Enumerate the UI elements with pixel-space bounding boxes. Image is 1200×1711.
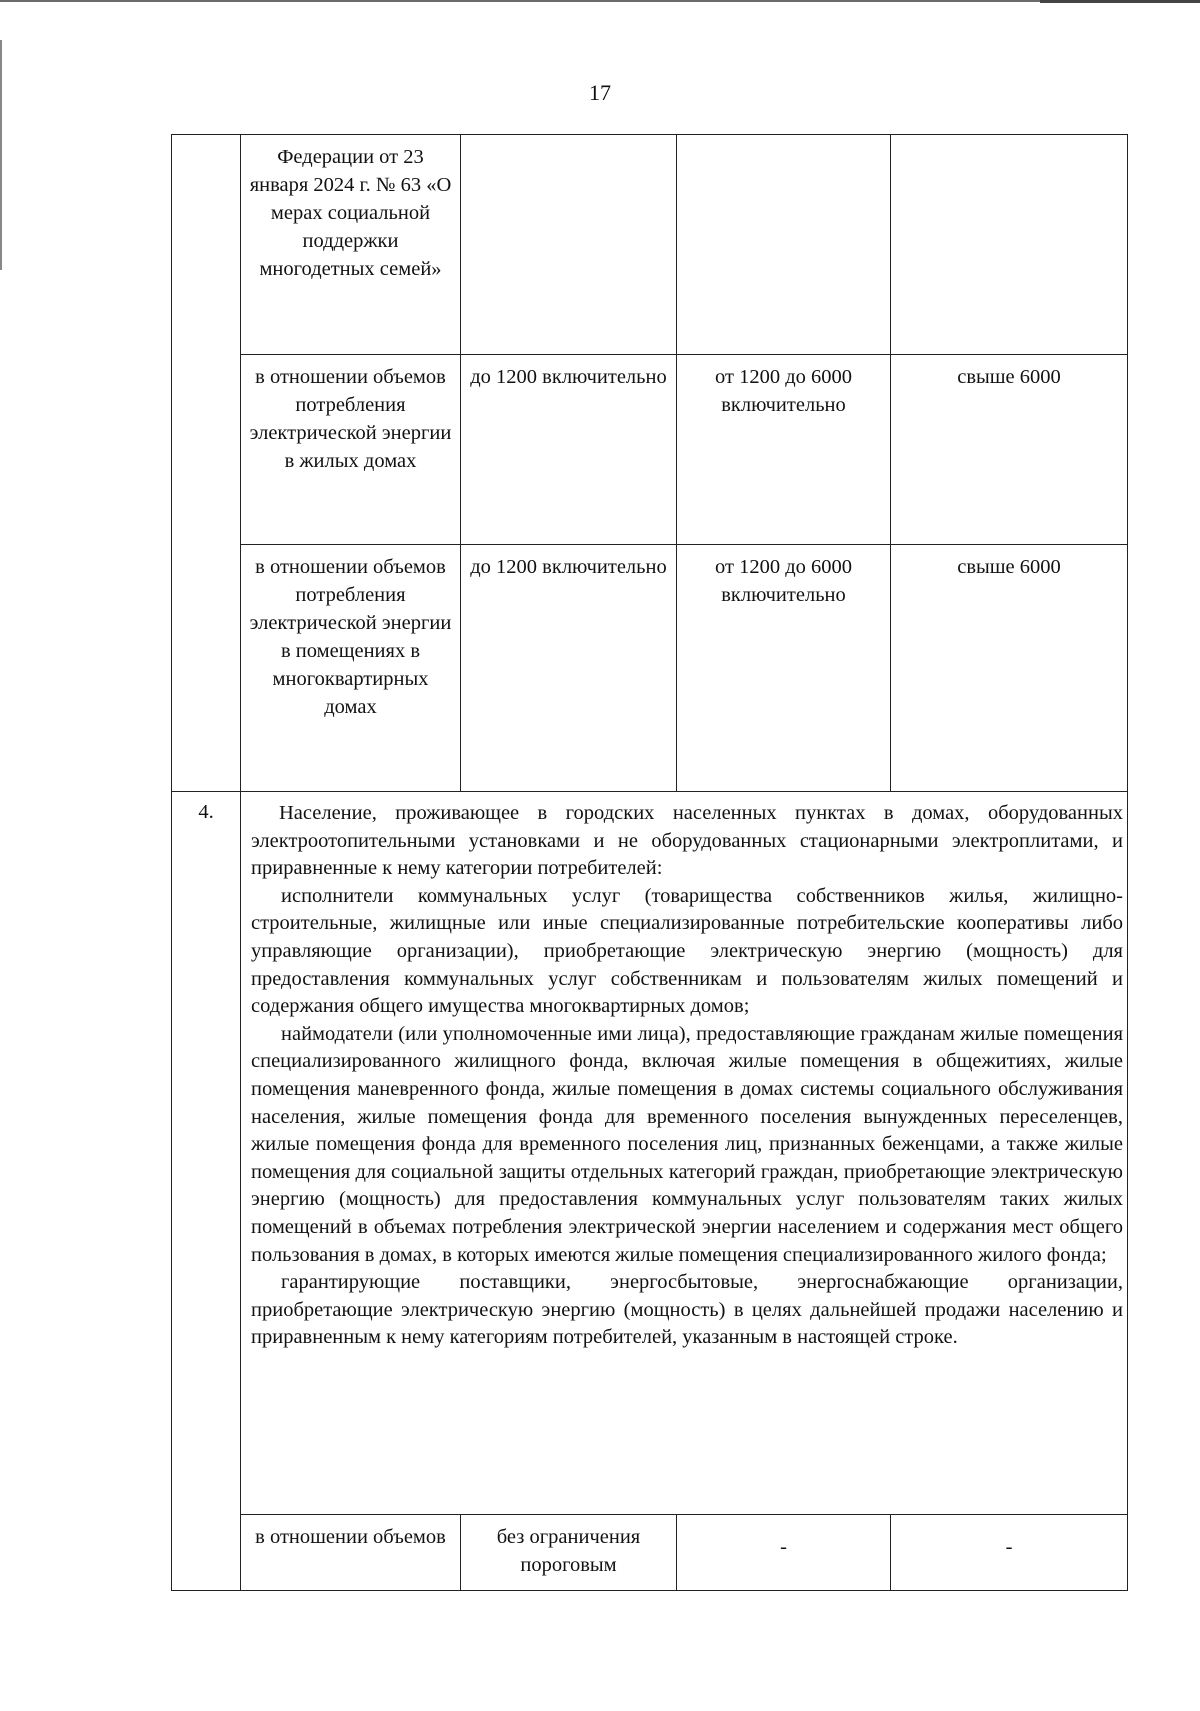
value-cell xyxy=(891,545,1128,792)
value-col3 xyxy=(891,135,1127,149)
scan-edge-mark xyxy=(1040,0,1200,3)
value-cell xyxy=(677,545,891,792)
value-col1 xyxy=(461,135,676,149)
paragraph: Население, проживающее в городских населенных пунктах в домах, оборудованных электроотопительными установками и не оборудованных стационарными электроплитами, и приравненные к нему категории потребителей: xyxy=(251,802,1123,880)
row-description xyxy=(241,792,1127,1356)
value-col1: до 1200 включительно xyxy=(470,556,667,578)
paragraph: исполнители коммунальных услуг (товарищества собственников жилья, жилищно-строительные, жилищные или иные специализированные потребительские кооперативы либо управляющие организации), приобретающие электрическую энергию (мощность) для предоставления коммунальных услуг собственникам и пользователям жилых помещений и содержания общего имущества многоквартирных домов; xyxy=(251,884,1123,1018)
row-label: в отношении объемов потребления электрической энергии в жилых домах xyxy=(249,366,452,472)
row-label-cell xyxy=(241,135,461,355)
value-cell xyxy=(461,545,677,792)
row-description-cell xyxy=(241,792,1128,1515)
value-col2: - xyxy=(780,1536,787,1558)
table-row xyxy=(172,135,1128,355)
value-col3: - xyxy=(1005,1536,1013,1558)
table-row xyxy=(172,545,1128,792)
value-col3: свыше 6000 xyxy=(957,556,1061,578)
scan-edge-top xyxy=(0,0,1200,2)
tariff-table xyxy=(171,134,1128,1591)
value-col2: от 1200 до 6000 включительно xyxy=(715,366,852,416)
value-cell xyxy=(891,1515,1128,1591)
row-label-cell xyxy=(241,1515,461,1591)
row-label: в отношении объемов xyxy=(255,1526,446,1548)
value-col2: от 1200 до 6000 включительно xyxy=(715,556,852,606)
value-cell xyxy=(677,135,891,355)
row-label-cell xyxy=(241,545,461,792)
row-number-cell: 4. xyxy=(172,792,241,1591)
value-col1: без ограничения пороговым xyxy=(496,1526,641,1576)
paragraph: гарантирующие поставщики, энергосбытовые, энергоснабжающие организации, приобретающие электрическую энергию (мощность) в целях дальнейшей продажи населению и приравненным к нему категориям потребителей, указанным в настоящей строке. xyxy=(251,1271,1123,1349)
row-label-cell xyxy=(241,355,461,545)
table-row xyxy=(172,355,1128,545)
row-label: в отношении объемов потребления электрической энергии в помещениях в многоквартирных домах xyxy=(249,556,452,718)
value-cell xyxy=(677,355,891,545)
table-row xyxy=(172,792,1128,1515)
page-number: 17 xyxy=(589,80,611,105)
value-cell xyxy=(461,1515,677,1591)
value-cell xyxy=(891,355,1128,545)
value-cell xyxy=(461,355,677,545)
value-col2 xyxy=(677,135,890,149)
paragraph: наймодатели (или уполномоченные ими лица), предоставляющие гражданам жилые помещения специализированного жилищного фонда, включая жилые помещения в общежитиях, жилые помещения маневренного фонда, жилые помещения в домах системы социального обслуживания населения, жилые помещения фонда для временного поселения вынужденных переселенцев, жилые помещения фонда для временного поселения лиц, признанных беженцами, а также жилые помещения для социальной защиты отдельных категорий граждан, приобретающие электрическую энергию (мощность) для предоставления коммунальных услуг пользователям таких жилых помещений в объемах потребления электрической энергии населением и содержания мест общего пользования в домах, в которых имеются жилые помещения специализированного жилого фонда; xyxy=(251,1022,1123,1266)
row-label: Федерации от 23 января 2024 г. № 63 «О мерах социальной поддержки многодетных семей» xyxy=(249,146,452,280)
value-col1: до 1200 включительно xyxy=(470,366,667,388)
value-col3: свыше 6000 xyxy=(957,366,1061,388)
scan-edge-left xyxy=(0,40,2,270)
table-row xyxy=(172,1515,1128,1591)
value-cell xyxy=(461,135,677,355)
value-cell xyxy=(891,135,1128,355)
row-number-cell xyxy=(172,135,241,792)
value-cell xyxy=(677,1515,891,1591)
